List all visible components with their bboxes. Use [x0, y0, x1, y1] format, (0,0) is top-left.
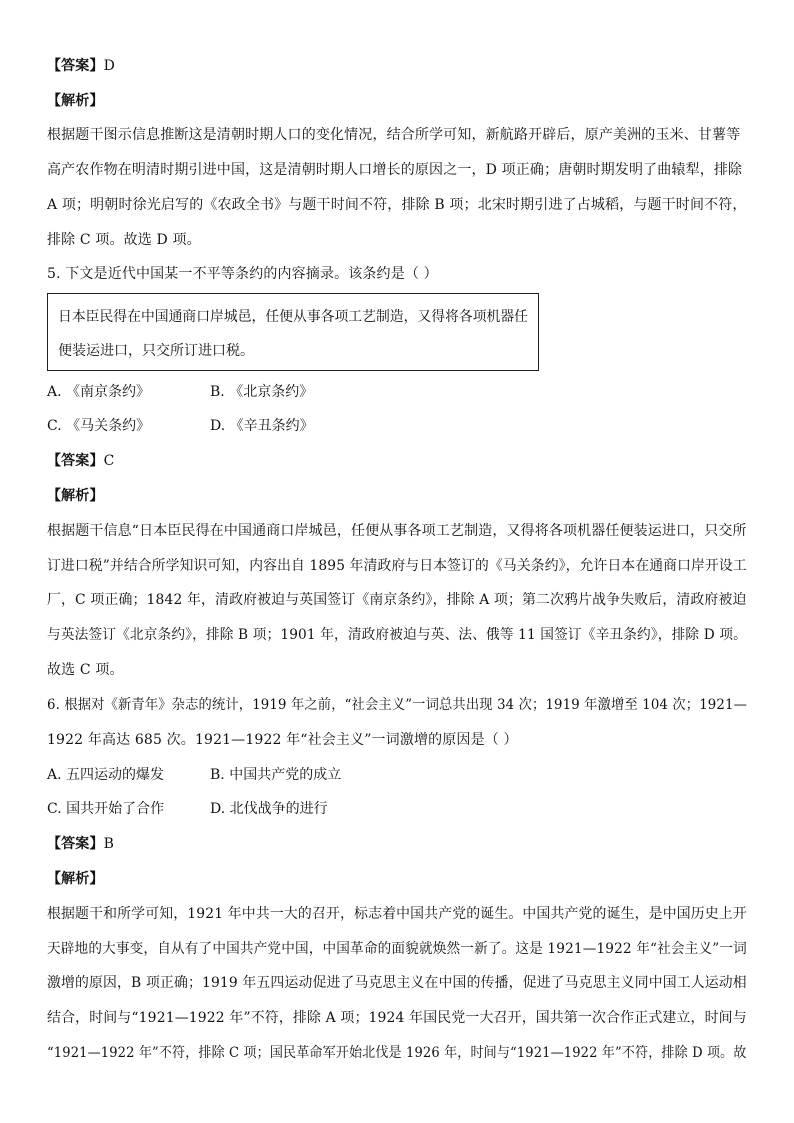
q6-analysis-line: 天辟地的大事变，自从有了中国共产党中国，中国革命的面貌就焕然一新了。这是 1921—1922 年“社会主义”一词 — [47, 941, 747, 957]
q6-option-c[interactable]: C. 国共开始了合作 — [47, 801, 165, 817]
q6-stem-line: 1922 年高达 685 次。1921—1922 年“社会主义”一词激增的原因是（ ） — [47, 732, 518, 748]
q6-stem-line: 6. 根据对《新青年》杂志的统计，1919 年之前，“社会主义”一词总共出现 34 次；1919 年激增至 104 次；1921— — [47, 697, 747, 713]
q6-analysis-line: 结合，时间与“1921—1922 年”不符，排除 A 项；1924 年国民党一大召开，国共第一次合作正式建立，时间与 — [47, 1010, 747, 1026]
q4-analysis-line: A 项；明朝时徐光启写的《农政全书》与题干时间不符，排除 B 项；北宋时期引进了占城稻，与题干时间不符， — [47, 197, 747, 213]
answer-value: B — [103, 836, 115, 852]
q5-analysis-label: 【解析】 — [47, 488, 104, 504]
q5-option-d[interactable]: D. 《辛丑条约》 — [210, 418, 314, 434]
q5-option-a[interactable]: A. 《南京条约》 — [47, 384, 151, 400]
q5-analysis-line: 故选 C 项。 — [47, 662, 124, 678]
q6-answer — [47, 834, 747, 854]
q5-analysis-line: 厂，C 项正确；1842 年，清政府被迫与英国签订《南京条约》，排除 A 项；第二次鸦片战争失败后，清政府被迫 — [47, 592, 747, 608]
q4-analysis-line: 排除 C 项。故选 D 项。 — [47, 232, 201, 248]
q5-option-b[interactable]: B. 《北京条约》 — [210, 384, 314, 400]
q5-answer — [47, 451, 747, 471]
q5-quote-box — [47, 293, 539, 371]
q6-analysis-line: “1921—1922 年”不符，排除 C 项；国民革命军开始北伐是 1926 年，时间与“1921—1922 年”不符，排除 D 项。故 — [47, 1045, 747, 1061]
q5-quote-line: 便装运进口，只交所订进口税。 — [58, 343, 254, 359]
q5-stem: 5. 下文是近代中国某一不平等条约的内容摘录。该条约是（ ） — [47, 266, 438, 282]
q6-analysis-line: 激增的原因，B 项正确；1919 年五四运动促进了马克思主义在中国的传播，促进了马克思主义同中国工人运动相 — [47, 975, 747, 991]
q5-analysis-line: 与英法签订《北京条约》，排除 B 项；1901 年，清政府被迫与英、法、俄等 11 国签订《辛丑条约》，排除 D 项。 — [47, 627, 747, 643]
q5-quote-line: 日本臣民得在中国通商口岸城邑，任便从事各项工艺制造，又得将各项机器任 — [58, 309, 529, 325]
q5-analysis-line: 订进口税”并结合所学知识可知，内容出自 1895 年清政府与日本签订的《马关条约》，允许日本在通商口岸开设工 — [47, 558, 747, 574]
answer-value: D — [103, 58, 115, 74]
q6-option-b[interactable]: B. 中国共产党的成立 — [210, 767, 342, 783]
answer-label: 【答案】 — [47, 453, 104, 469]
q4-answer — [47, 56, 747, 76]
answer-label: 【答案】 — [47, 836, 104, 852]
q6-analysis-label: 【解析】 — [47, 871, 104, 887]
q6-option-d[interactable]: D. 北伐战争的进行 — [210, 801, 328, 817]
q6-option-a[interactable]: A. 五四运动的爆发 — [47, 767, 165, 783]
q4-analysis-line: 根据题干图示信息推断这是清朝时期人口的变化情况，结合所学可知，新航路开辟后，原产美洲的玉米、甘薯等 — [47, 127, 741, 143]
answer-label: 【答案】 — [47, 58, 104, 74]
q5-analysis-line: 根据题干信息“日本臣民得在中国通商口岸城邑，任便从事各项工艺制造，又得将各项机器任便装运进口，只交所 — [47, 523, 747, 539]
q4-analysis-line: 高产农作物在明清时期引进中国，这是清朝时期人口增长的原因之一，D 项正确；唐朝时期发明了曲辕犁，排除 — [47, 162, 743, 178]
q4-analysis-label: 【解析】 — [47, 93, 104, 109]
q6-analysis-line: 根据题干和所学可知，1921 年中共一大的召开，标志着中国共产党的诞生。中国共产党的诞生，是中国历史上开 — [47, 906, 747, 922]
answer-value: C — [103, 453, 115, 469]
q5-option-c[interactable]: C. 《马关条约》 — [47, 418, 151, 434]
